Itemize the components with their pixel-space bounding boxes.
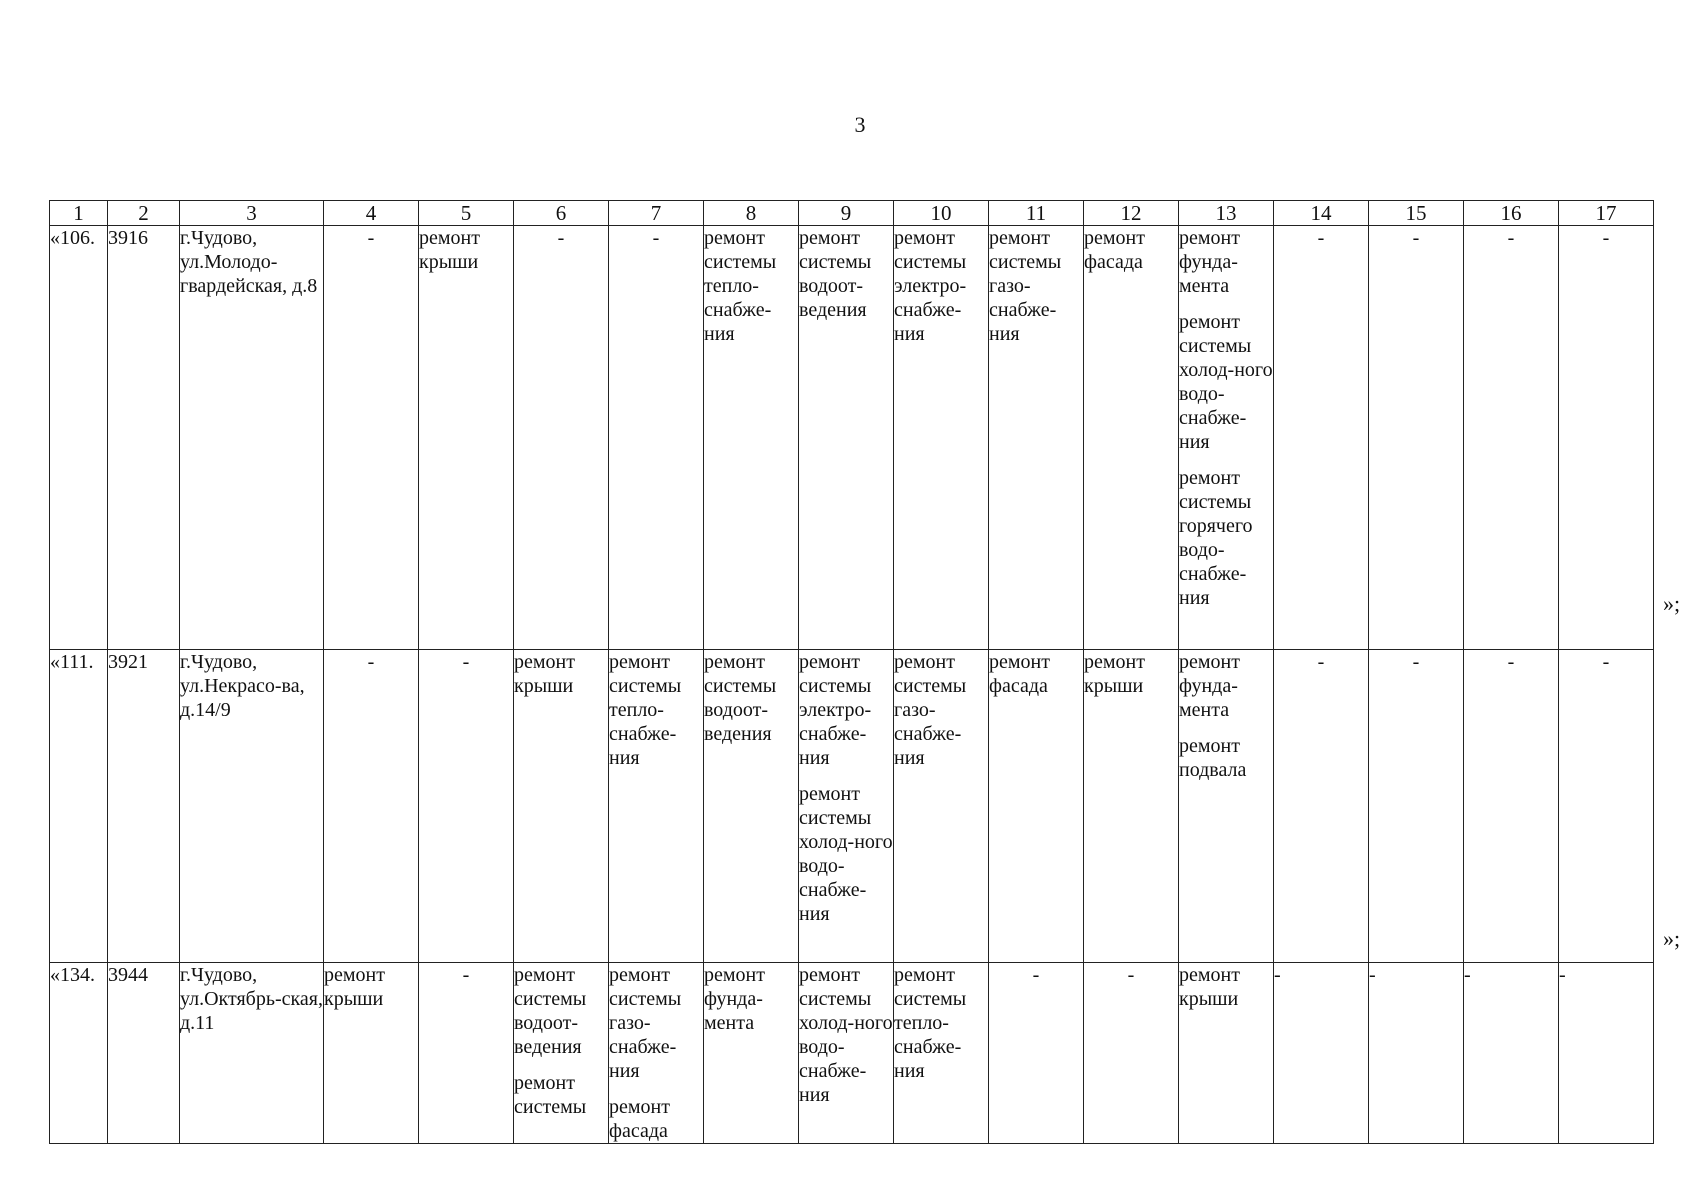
work-type-cell [1179,650,1274,963]
column-header: 16 [1464,201,1559,226]
table-row [50,963,1654,1144]
work-item: ремонт системы холод-ного водо-снабже-ния [799,783,893,925]
work-item: ремонт подвала [1179,735,1247,781]
column-header: 7 [609,201,704,226]
column-header: 11 [989,201,1084,226]
work-type-cell [894,963,989,1144]
work-item: ремонт системы газо-снабже-ния [989,227,1062,345]
empty-cell: - [1274,650,1369,963]
empty-cell: - [1369,226,1464,650]
empty-cell: - [1274,963,1369,1144]
empty-cell: - [1369,650,1464,963]
page-number: 3 [854,112,866,137]
work-type-cell [514,963,609,1144]
column-header: 2 [108,201,180,226]
work-item: ремонт системы газо-снабже-ния [609,964,682,1082]
row-number: «111. [50,650,108,963]
work-type-cell [704,963,799,1144]
work-item: ремонт фунда-мента [704,964,765,1034]
work-type-cell [989,226,1084,650]
work-type-cell [799,226,894,650]
work-item: ремонт системы тепло-снабже-ния [704,227,777,345]
column-header: 5 [419,201,514,226]
work-type-cell [419,226,514,650]
work-item: ремонт крыши [514,651,575,697]
address: г.Чудово, ул.Молодо-гвардейская, д.8 [180,226,324,650]
work-item: ремонт фасада [989,651,1050,697]
work-item: ремонт системы [514,1072,587,1118]
empty-cell: - [514,226,609,650]
work-item: ремонт системы газо-снабже-ния [894,651,967,769]
repair-schedule-table [49,200,1654,1144]
empty-cell: - [1464,226,1559,650]
column-header: 12 [1084,201,1179,226]
work-item: ремонт системы электро-снабже-ния [894,227,967,345]
work-type-cell [609,963,704,1144]
work-item: ремонт системы водоот-ведения [799,227,872,321]
empty-cell: - [419,963,514,1144]
column-header: 1 [50,201,108,226]
row-number: «134. [50,963,108,1144]
table-row [50,226,1654,650]
work-item: ремонт фасада [609,1096,670,1142]
table-row [50,650,1654,963]
work-item: ремонт фунда-мента [1179,227,1240,297]
work-item: ремонт крыши [1179,964,1240,1010]
house-code: 3921 [108,650,180,963]
empty-cell: - [609,226,704,650]
work-item: ремонт системы тепло-снабже-ния [609,651,682,769]
column-header: 17 [1559,201,1654,226]
header-row [50,201,1654,226]
work-item: ремонт крыши [1084,651,1145,697]
house-code: 3916 [108,226,180,650]
work-item: ремонт системы холод-ного водо-снабже-ния [799,964,893,1106]
work-type-cell [989,650,1084,963]
row-closing-quote: »; [1663,591,1681,616]
work-type-cell [894,226,989,650]
column-header: 15 [1369,201,1464,226]
work-item: ремонт системы тепло-снабже-ния [894,964,967,1082]
empty-cell: - [419,650,514,963]
work-type-cell [799,963,894,1144]
work-item: ремонт системы водоот-ведения [514,964,587,1058]
house-code: 3944 [108,963,180,1144]
empty-cell: - [1464,963,1559,1144]
column-header: 4 [324,201,419,226]
empty-cell: - [1274,226,1369,650]
work-type-cell [514,650,609,963]
work-item: ремонт фунда-мента [1179,651,1240,721]
empty-cell: - [324,650,419,963]
empty-cell: - [1084,963,1179,1144]
column-header: 13 [1179,201,1274,226]
work-type-cell [704,650,799,963]
empty-cell: - [1559,650,1654,963]
work-type-cell [1084,650,1179,963]
work-type-cell [799,650,894,963]
column-header: 8 [704,201,799,226]
column-header: 6 [514,201,609,226]
column-header: 10 [894,201,989,226]
column-header: 3 [180,201,324,226]
address: г.Чудово, ул.Некрасо-ва, д.14/9 [180,650,324,963]
work-item: ремонт крыши [324,964,385,1010]
work-type-cell [609,650,704,963]
work-type-cell [324,963,419,1144]
work-item: ремонт крыши [419,227,480,273]
work-type-cell [1179,226,1274,650]
work-item: ремонт фасада [1084,227,1145,273]
work-item: ремонт системы водоот-ведения [704,651,777,745]
work-type-cell [1179,963,1274,1144]
work-type-cell [1084,226,1179,650]
work-type-cell [704,226,799,650]
empty-cell: - [1369,963,1464,1144]
empty-cell: - [1559,226,1654,650]
work-type-cell [894,650,989,963]
empty-cell: - [989,963,1084,1144]
column-header: 14 [1274,201,1369,226]
empty-cell: - [1559,963,1654,1144]
empty-cell: - [1464,650,1559,963]
work-item: ремонт системы горячего водо-снабже-ния [1179,467,1253,609]
row-closing-quote: »; [1663,926,1681,951]
row-number: «106. [50,226,108,650]
column-header: 9 [799,201,894,226]
work-item: ремонт системы холод-ного водо-снабже-ния [1179,311,1273,453]
work-item: ремонт системы электро-снабже-ния [799,651,872,769]
empty-cell: - [324,226,419,650]
address: г.Чудово, ул.Октябрь-ская, д.11 [180,963,324,1144]
